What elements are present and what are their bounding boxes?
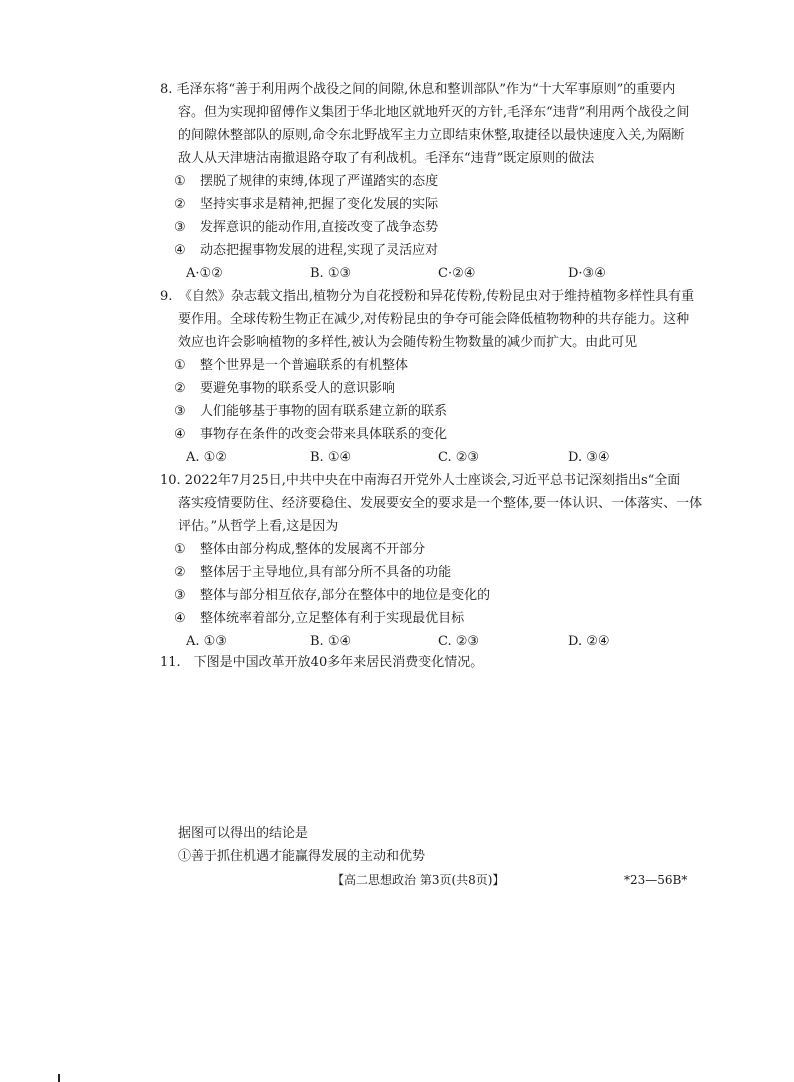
q10-option-1: ① 整体由部分构成,整体的发展离不开部分 xyxy=(174,542,426,557)
q9-option-1: ① 整个世界是一个普遍联系的有机整体 xyxy=(174,358,409,373)
scan-edge-mark xyxy=(58,1074,60,1082)
q8-option-1: ① 摆脱了规律的束缚,体现了严谨踏实的态度 xyxy=(174,174,439,189)
q8-stem-line-4: 敌人从天津塘沽南撤退路夺取了有利战机。毛泽东“违背”既定原则的做法 xyxy=(178,151,595,166)
question-9 xyxy=(160,285,700,469)
q10-choices xyxy=(160,630,700,653)
q8-choice-b: B. ①③ xyxy=(310,266,352,281)
q8-choice-c: C·②④ xyxy=(438,266,476,281)
q11-option-1: ①善于抓住机遇才能赢得发展的主动和优势 xyxy=(178,849,426,864)
q9-stem-line-2: 要作用。全球传粉生物正在减少,对传粉昆虫的争夺可能会降低植物物种的共存能力。这种 xyxy=(178,312,690,327)
q9-choices xyxy=(160,446,700,469)
q8-choice-d: D·③④ xyxy=(568,266,606,281)
q10-stem-line-2: 落实疫情要防住、经济要稳住、发展要安全的要求是一个整体,要一体认识、一体落实、一体 xyxy=(178,496,703,511)
page-footer-title: 【高二思想政治 第3页(共8页)】 xyxy=(332,873,505,887)
q8-option-2: ② 坚持实事求是精神,把握了变化发展的实际 xyxy=(174,197,439,212)
figure-placeholder-area xyxy=(170,690,690,820)
q10-option-3: ③ 整体与部分相互依存,部分在整体中的地位是变化的 xyxy=(174,588,491,603)
q10-choice-b: B. ①④ xyxy=(310,634,352,649)
q9-option-3: ③ 人们能够基于事物的固有联系建立新的联系 xyxy=(174,404,448,419)
q9-choice-b: B. ①④ xyxy=(310,450,352,465)
q9-choice-a: A. ①② xyxy=(186,450,227,465)
question-8 xyxy=(160,78,700,285)
q8-option-4: ④ 动态把握事物发展的进程,实现了灵活应对 xyxy=(174,243,439,258)
q8-stem-line-1: 8. 毛泽东将“善于利用两个战役之间的间隙,休息和整训部队”作为“十大军事原则”的重要内 xyxy=(160,82,676,97)
q9-choice-c: C. ②③ xyxy=(438,450,480,465)
q8-choices xyxy=(160,262,700,285)
q10-choice-a: A. ①③ xyxy=(186,634,227,649)
question-10 xyxy=(160,469,703,653)
question-11 xyxy=(160,651,700,674)
q9-stem-line-3: 效应也许会影响植物的多样性,被认为会随传粉生物数量的减少而扩大。由此可见 xyxy=(178,335,638,350)
q10-choice-d: D. ②④ xyxy=(568,634,610,649)
q9-stem-line-1: 9. 《自然》杂志载文指出,植物分为自花授粉和异花传粉,传粉昆虫对于维持植物多样性具有重 xyxy=(160,289,695,304)
q10-option-2: ② 整体居于主导地位,具有部分所不具备的功能 xyxy=(174,565,452,580)
page-footer-code: *23—56B* xyxy=(624,873,688,887)
q10-choice-c: C. ②③ xyxy=(438,634,480,649)
q8-stem-line-3: 的间隙休整部队的原则,命令东北野战军主力立即结束休整,取捷径以最快速度入关,为隔断 xyxy=(178,128,685,143)
q8-stem-line-2: 容。但为实现抑留傅作义集团于华北地区就地歼灭的方针,毛泽东“违背”利用两个战役之间 xyxy=(178,105,690,120)
q11-followup xyxy=(178,822,698,868)
q10-stem-line-3: 评估。”从哲学上看,这是因为 xyxy=(178,519,339,534)
q11-conclusion-prompt: 据图可以得出的结论是 xyxy=(178,826,309,841)
q9-choice-d: D. ③④ xyxy=(568,450,610,465)
q9-option-4: ④ 事物存在条件的改变会带来具体联系的变化 xyxy=(174,427,448,442)
q8-option-3: ③ 发挥意识的能动作用,直接改变了战争态势 xyxy=(174,220,439,235)
q10-stem-line-1: 10. 2022年7月25日,中共中央在中南海召开党外人士座谈会,习近平总书记深刻指出s“全面 xyxy=(160,473,681,488)
q8-choice-a: A·①② xyxy=(186,266,223,281)
q10-option-4: ④ 整体统率着部分,立足整体有利于实现最优目标 xyxy=(174,611,465,626)
q9-option-2: ② 要避免事物的联系受人的意识影响 xyxy=(174,381,396,396)
q11-stem-line: 11. 下图是中国改革开放40多年来居民消费变化情况。 xyxy=(160,655,484,670)
